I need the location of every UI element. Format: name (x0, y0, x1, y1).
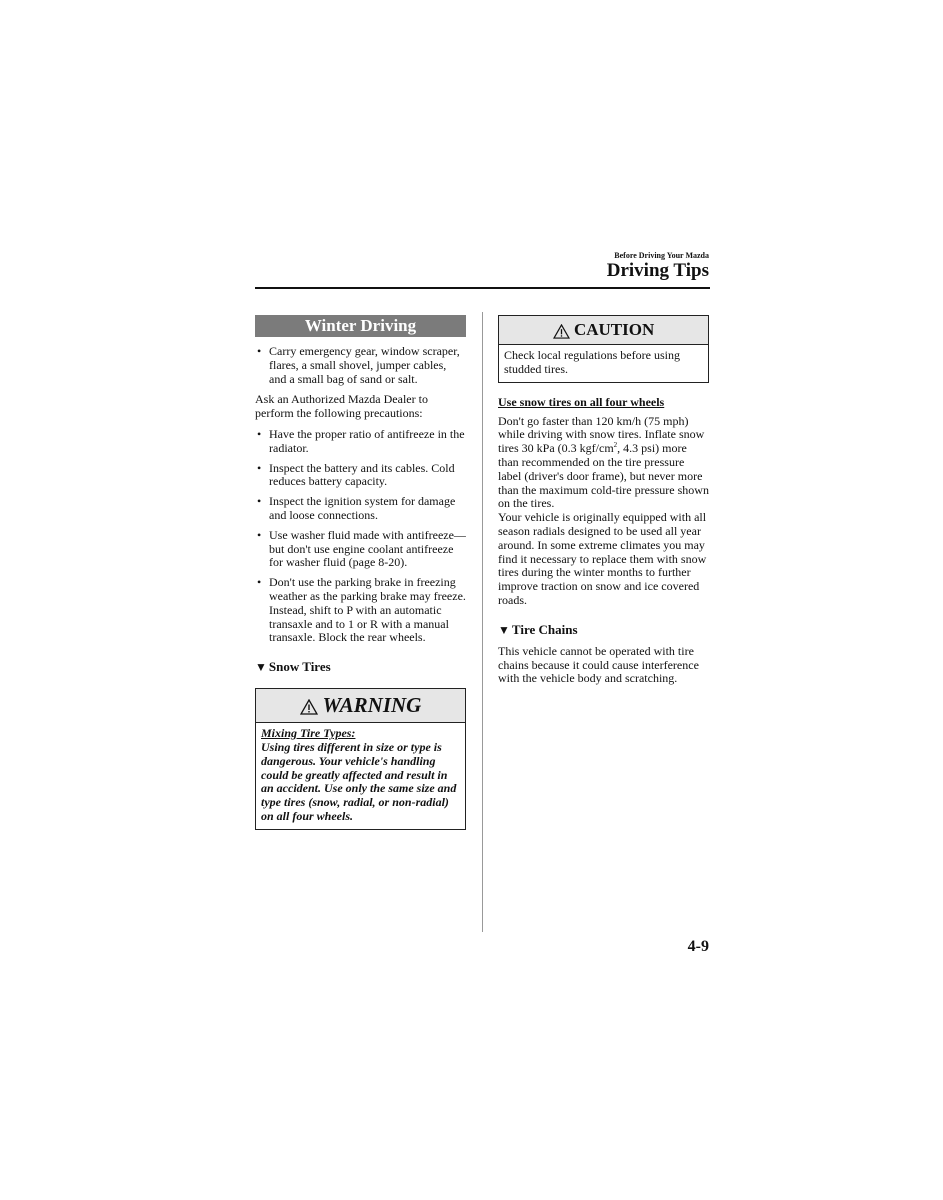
snow-tires-subheading: Use snow tires on all four wheels (498, 394, 665, 409)
right-column (498, 315, 709, 686)
list-item: • Inspect the battery and its cables. Cold reduces battery capacity. (255, 462, 466, 490)
list-item: • Carry emergency gear, window scraper, flares, a small shovel, jumper cables, and a small bag of sand or salt. (255, 345, 466, 386)
list-item: • Don't use the parking brake in freezing weather as the parking brake may freeze. Instead, shift to P with an automatic transaxle and to 1 or R with a manual transaxle. Block the rear wheels. (255, 576, 466, 645)
page-title: Driving Tips (606, 260, 709, 281)
snow-tires-heading: ▼ Snow Tires (255, 659, 331, 675)
all-season-paragraph: Your vehicle is originally equipped with all season radials designed to be used all year around. In some extreme climates you may find it necessary to replace them with snow tires during the winter months to further improve traction on snow and ice covered roads. (498, 510, 707, 607)
warning-triangle-icon (300, 699, 318, 715)
list-item: • Have the proper ratio of antifreeze in the radiator. (255, 428, 466, 456)
list-item: • Inspect the ignition system for damage and loose connections. (255, 495, 466, 523)
emergency-gear-list (255, 345, 466, 386)
warning-triangle-icon (553, 324, 570, 339)
header-rule (255, 287, 710, 289)
warning-body (256, 723, 465, 829)
list-item: • Use washer fluid made with antifreeze—but don't use engine coolant antifreeze for washer fluid (page 8-20). (255, 529, 466, 570)
warning-lead: Mixing Tire Types: (261, 726, 356, 741)
caution-label: CAUTION (573, 320, 655, 339)
caution-box (498, 315, 709, 383)
precautions-list (255, 428, 466, 645)
snow-tires-paragraph: Don't go faster than 120 km/h (75 mph) while driving with snow tires. Inflate snow tires 30 kPa (0.3 kgf/$cm^2$, 4.3 psi) more than recommended on the tire pressure label (driver's door frame), but never more than the maximum cold-tire pressure shown on the tires. (498, 413, 709, 511)
warning-text: Using tires different in size or type is dangerous. Your vehicle's handling could be greatly affected and result in an accident. Use only the same size and type tires (snow, radial, or non-radial) on all four wheels. (261, 739, 457, 823)
left-column (255, 315, 466, 830)
tire-chains-heading: ▼ Tire Chains (498, 621, 578, 637)
warning-label: WARNING (322, 693, 422, 718)
triangle-down-icon: ▼ (498, 622, 510, 637)
page-number: 4-9 (687, 938, 709, 955)
caution-body: Check local regulations before using studded tires. (504, 348, 680, 376)
section-label: Before Driving Your Mazda (614, 251, 709, 260)
dealer-paragraph: Ask an Authorized Mazda Dealer to perform the following precautions: (255, 392, 428, 421)
warning-box (255, 688, 466, 830)
column-divider (482, 312, 483, 932)
triangle-down-icon: ▼ (255, 660, 267, 675)
winter-driving-banner: Winter Driving (255, 315, 466, 337)
warning-header (256, 689, 465, 723)
tire-chains-paragraph: This vehicle cannot be operated with tire chains because it could cause interference with the vehicle body and scratching. (498, 643, 699, 686)
caution-header (499, 316, 708, 345)
